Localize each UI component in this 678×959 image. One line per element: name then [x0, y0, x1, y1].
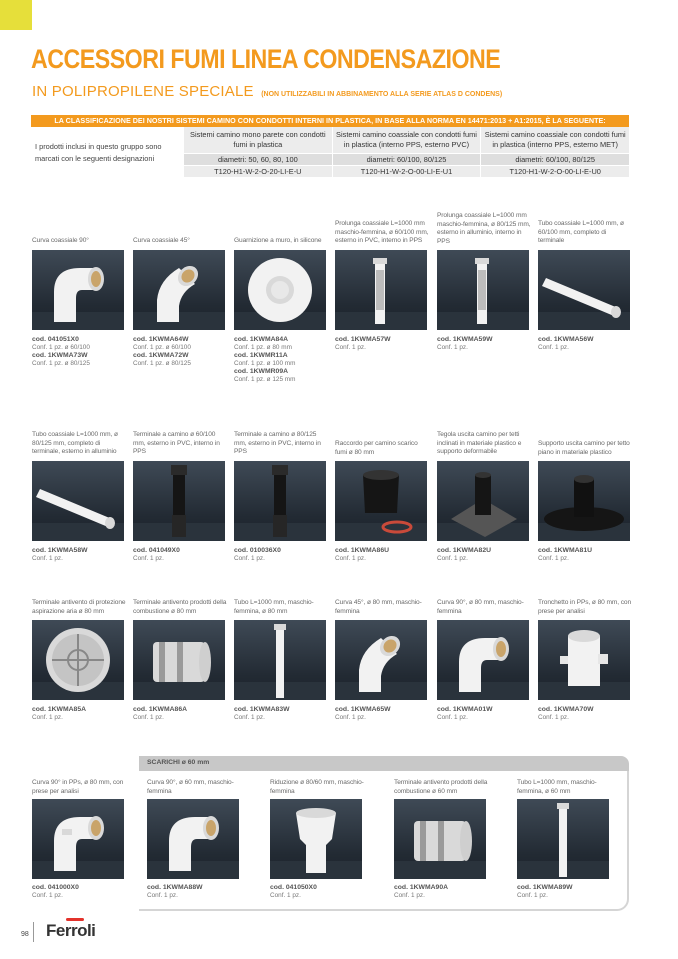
product-packaging: Conf. 1 pz.: [147, 892, 178, 900]
product-info: [234, 706, 334, 722]
product-packaging: Conf. 1 pz.: [234, 555, 265, 563]
product-packaging: Conf. 1 pz.: [437, 344, 468, 352]
product-photo: [437, 620, 529, 700]
extension-icon: [335, 250, 427, 330]
product-code: cod. 1KWMA89W: [517, 884, 573, 891]
product-description: Guarnizione a muro, in silicone: [234, 237, 322, 244]
product-photo: [234, 250, 326, 330]
product-photo: [32, 620, 124, 700]
elbow45-icon: [335, 620, 427, 700]
product-packaging: Conf. 1 pz.: [394, 892, 425, 900]
product-code: cod. 041049X0: [133, 547, 180, 554]
chimney-terminal-icon: [133, 461, 225, 541]
system-diameters: diametri: 60/100, 80/125: [333, 153, 481, 165]
system-type: Sistemi camino coassiale con condotti fumi in plastica (interno PPS, esterno PVC): [333, 127, 481, 153]
product-packaging: Conf. 1 pz.: [133, 714, 164, 722]
product-packaging: Conf. 1 pz.: [335, 344, 366, 352]
page-title: ACCESSORI FUMI LINEA CONDENSAZIONE: [31, 44, 501, 74]
product-description: Curva 90°, ø 60 mm, maschio-femmina: [147, 779, 234, 795]
product-packaging: Conf. 1 pz.: [32, 892, 63, 900]
product-photo: [335, 461, 427, 541]
product-code: cod. 041050X0: [270, 884, 317, 891]
product-code: cod. 1KWMA88W: [147, 884, 203, 891]
product-packaging: Conf. 1 pz.: [437, 714, 468, 722]
product-description: Terminale antivento prodotti della combustione ø 60 mm: [394, 779, 488, 795]
page-subtitle: IN POLIPROPILENE SPECIALE: [32, 83, 254, 100]
product-photo: [32, 461, 124, 541]
product-info: [335, 706, 435, 722]
classification-column: [332, 127, 481, 177]
product-code: cod. 1KWMA85A: [32, 706, 87, 713]
product-packaging: Conf. 1 pz.: [335, 714, 366, 722]
system-code: T120-H1-W-2-O-20-LI-E-U: [184, 165, 332, 177]
brand-name: Ferroli: [46, 921, 96, 940]
product-info: [133, 336, 233, 368]
system-diameters: diametri: 60/100, 80/125: [481, 153, 629, 165]
product-info: [234, 547, 334, 563]
product-packaging: Conf. 1 pz. ø 100 mm: [234, 360, 296, 368]
product-code: cod. 1KWMA65W: [335, 706, 391, 713]
system-type: Sistemi camino mono parete con condotti fumi in plastica: [184, 127, 332, 153]
footer-divider: [33, 922, 34, 942]
product-code: cod. 1KWMA70W: [538, 706, 594, 713]
classification-body: [31, 127, 629, 177]
elbow90-icon: [437, 620, 529, 700]
product-packaging: Conf. 1 pz.: [234, 714, 265, 722]
product-code: cod. 1KWMA82U: [437, 547, 492, 554]
product-packaging: Conf. 1 pz.: [538, 714, 569, 722]
product-description: Curva 45°, ø 80 mm, maschio-femmina: [335, 599, 422, 615]
test-port-icon: [538, 620, 630, 700]
product-packaging: Conf. 1 pz.: [32, 555, 63, 563]
product-packaging: Conf. 1 pz.: [133, 555, 164, 563]
roof-tile-icon: [437, 461, 529, 541]
product-info: [133, 547, 233, 563]
chimney-terminal-icon: [234, 461, 326, 541]
product-photo: [335, 250, 427, 330]
product-photo: [335, 620, 427, 700]
product-description: Terminale antivento di protezione aspirazione aria ø 80 mm: [32, 599, 126, 615]
product-info: [538, 706, 638, 722]
product-description: Tubo L=1000 mm, maschio-femmina, ø 60 mm: [517, 779, 597, 795]
classification-column: [480, 127, 629, 177]
product-description: Prolunga coassiale L=1000 mm maschio-femmina, ø 60/100 mm, esterno in PVC, interno in PPS: [335, 220, 429, 245]
extension-icon: [437, 250, 529, 330]
product-photo: [133, 461, 225, 541]
product-code: cod. 1KWMA84A: [234, 336, 289, 343]
product-info: [335, 547, 435, 563]
product-description: Tubo coassiale L=1000 mm, ø 60/100 mm, completo di terminale: [538, 220, 624, 245]
product-photo: [234, 461, 326, 541]
product-code: cod. 1KWMA81U: [538, 547, 593, 554]
system-code: T120-H1-W-2-O-00-LI-E-U0: [481, 165, 629, 177]
product-code: cod. 1KWMA83W: [234, 706, 290, 713]
product-packaging: Conf. 1 pz.: [32, 714, 63, 722]
product-photo: [133, 620, 225, 700]
product-description: Riduzione ø 80/60 mm, maschio-femmina: [270, 779, 364, 795]
coax-tube-icon: [32, 461, 124, 541]
system-code: T120-H1-W-2-O-00-LI-E-U1: [333, 165, 481, 177]
scarichi-section-header: [139, 756, 629, 771]
pipe-icon: [234, 620, 326, 700]
product-code: cod. 1KWMA86U: [335, 547, 390, 554]
product-description: Curva coassiale 45°: [133, 237, 190, 244]
product-photo: [32, 250, 124, 330]
system-diameters: diametri: 50, 60, 80, 100: [184, 153, 332, 165]
product-code: cod. 041000X0: [32, 884, 79, 891]
product-info: [32, 547, 132, 563]
scarichi-label: SCARICHI ø 60 mm: [147, 759, 210, 766]
product-photo: [32, 799, 124, 879]
product-photo: [437, 461, 529, 541]
product-packaging: Conf. 1 pz. ø 125 mm: [234, 376, 296, 384]
product-description: Tubo coassiale L=1000 mm, ø 80/125 mm, completo di terminale, esterno in alluminio: [32, 431, 118, 456]
corner-tab: [0, 0, 32, 30]
wall-seal-icon: [234, 250, 326, 330]
product-photo: [133, 250, 225, 330]
elbow90-coax-icon: [32, 250, 124, 330]
classification-columns: [183, 127, 629, 177]
product-info: [335, 336, 435, 352]
product-photo: [234, 620, 326, 700]
system-type: Sistemi camino coassiale con condotti fumi in plastica (interno PPS, esterno MET): [481, 127, 629, 153]
product-packaging: Conf. 1 pz. ø 60/100: [32, 344, 90, 352]
product-info: [437, 336, 537, 352]
product-code: cod. 1KWMA01W: [437, 706, 493, 713]
product-info: [538, 547, 638, 563]
product-description: Curva 90° in PPs, ø 80 mm, con prese per analisi: [32, 779, 124, 795]
subtitle-row: [32, 83, 502, 101]
classification-table: [31, 115, 629, 177]
flat-roof-support-icon: [538, 461, 630, 541]
product-photo: [538, 461, 630, 541]
product-packaging: Conf. 1 pz. ø 60/100: [133, 344, 191, 352]
elbow90-port-icon: [32, 799, 124, 879]
product-code: cod. 041051X0: [32, 336, 79, 343]
product-description: Curva 90°, ø 80 mm, maschio-femmina: [437, 599, 524, 615]
product-description: Curva coassiale 90°: [32, 237, 89, 244]
wind-terminal-icon: [133, 620, 225, 700]
subtitle-note: (NON UTILIZZABILI IN ABBINAMENTO ALLA SERIE ATLAS D CONDENS): [261, 91, 503, 98]
product-code: cod. 1KWMA86A: [133, 706, 188, 713]
product-packaging: Conf. 1 pz. ø 80/125: [133, 360, 191, 368]
product-code: cod. 1KWMA90A: [394, 884, 449, 891]
product-packaging: Conf. 1 pz.: [270, 892, 301, 900]
product-packaging: Conf. 1 pz. ø 80 mm: [234, 344, 292, 352]
product-description: Supporto uscita camino per tetto piano in materiale plastico: [538, 440, 630, 456]
product-info: [437, 706, 537, 722]
product-code: cod. 1KWMA59W: [437, 336, 493, 343]
product-info: [32, 706, 132, 722]
product-info: [538, 336, 638, 352]
classification-heading: LA CLASSIFICAZIONE DEI NOSTRI SISTEMI CAMINO CON CONDOTTI INTERNI IN PLASTICA, IN BASE ALLA NORMA EN 14471:2013 + A1:2015, È LA SEGUENTE:: [31, 115, 629, 127]
product-description: Terminale a camino ø 80/125 mm, esterno in PVC, interno in PPS: [234, 431, 321, 456]
product-packaging: Conf. 1 pz. ø 80/125: [32, 360, 90, 368]
product-info: [32, 336, 132, 368]
product-packaging: Conf. 1 pz.: [517, 892, 548, 900]
product-description: Raccordo per camino scarico fumi ø 80 mm: [335, 440, 418, 456]
coax-tube-icon: [538, 250, 630, 330]
product-photo: [437, 250, 529, 330]
elbow45-coax-icon: [133, 250, 225, 330]
product-info: [32, 884, 132, 900]
product-description: Terminale antivento prodotti della combustione ø 80 mm: [133, 599, 227, 615]
product-packaging: Conf. 1 pz.: [437, 555, 468, 563]
product-packaging: Conf. 1 pz.: [335, 555, 366, 563]
classification-column: [183, 127, 332, 177]
product-code: cod. 1KWMA57W: [335, 336, 391, 343]
product-description: Tegola uscita camino per tetti inclinati in materiale plastico e supporto deformabile: [437, 431, 522, 456]
classification-left-text: I prodotti inclusi in questo gruppo sono marcati con le seguenti designazioni: [35, 142, 162, 163]
product-description: Tronchetto in PPs, ø 80 mm, con prese per analisi: [538, 599, 632, 615]
product-description: Terminale a camino ø 60/100 mm, esterno in PVC, interno in PPS: [133, 431, 220, 456]
logo-accent: [66, 918, 84, 921]
product-description: Tubo L=1000 mm, maschio-femmina, ø 80 mm: [234, 599, 314, 615]
scarichi-frame: [139, 771, 629, 911]
product-info: [234, 336, 334, 384]
product-photo: [538, 620, 630, 700]
product-info: [437, 547, 537, 563]
page-number: 98: [21, 931, 29, 938]
product-description: Prolunga coassiale L=1000 mm maschio-femmina, ø 80/125 mm, esterno in alluminio, interno in PPS: [437, 212, 531, 245]
brand-logo: [46, 921, 95, 941]
product-info: [133, 706, 233, 722]
product-packaging: Conf. 1 pz.: [538, 344, 569, 352]
product-packaging: Conf. 1 pz.: [538, 555, 569, 563]
product-code: cod. 1KWMA56W: [538, 336, 594, 343]
grille-icon: [32, 620, 124, 700]
product-code: cod. 1KWMA64W: [133, 336, 189, 343]
product-code: cod. 1KWMA58W: [32, 547, 88, 554]
chimney-fitting-icon: [335, 461, 427, 541]
product-code: cod. 1KWMA72W: [133, 352, 189, 359]
product-code: cod. 010036X0: [234, 547, 281, 554]
product-photo: [538, 250, 630, 330]
product-code: cod. 1KWMR09A: [234, 368, 289, 375]
product-code: cod. 1KWMR11A: [234, 352, 288, 359]
product-code: cod. 1KWMA73W: [32, 352, 88, 359]
